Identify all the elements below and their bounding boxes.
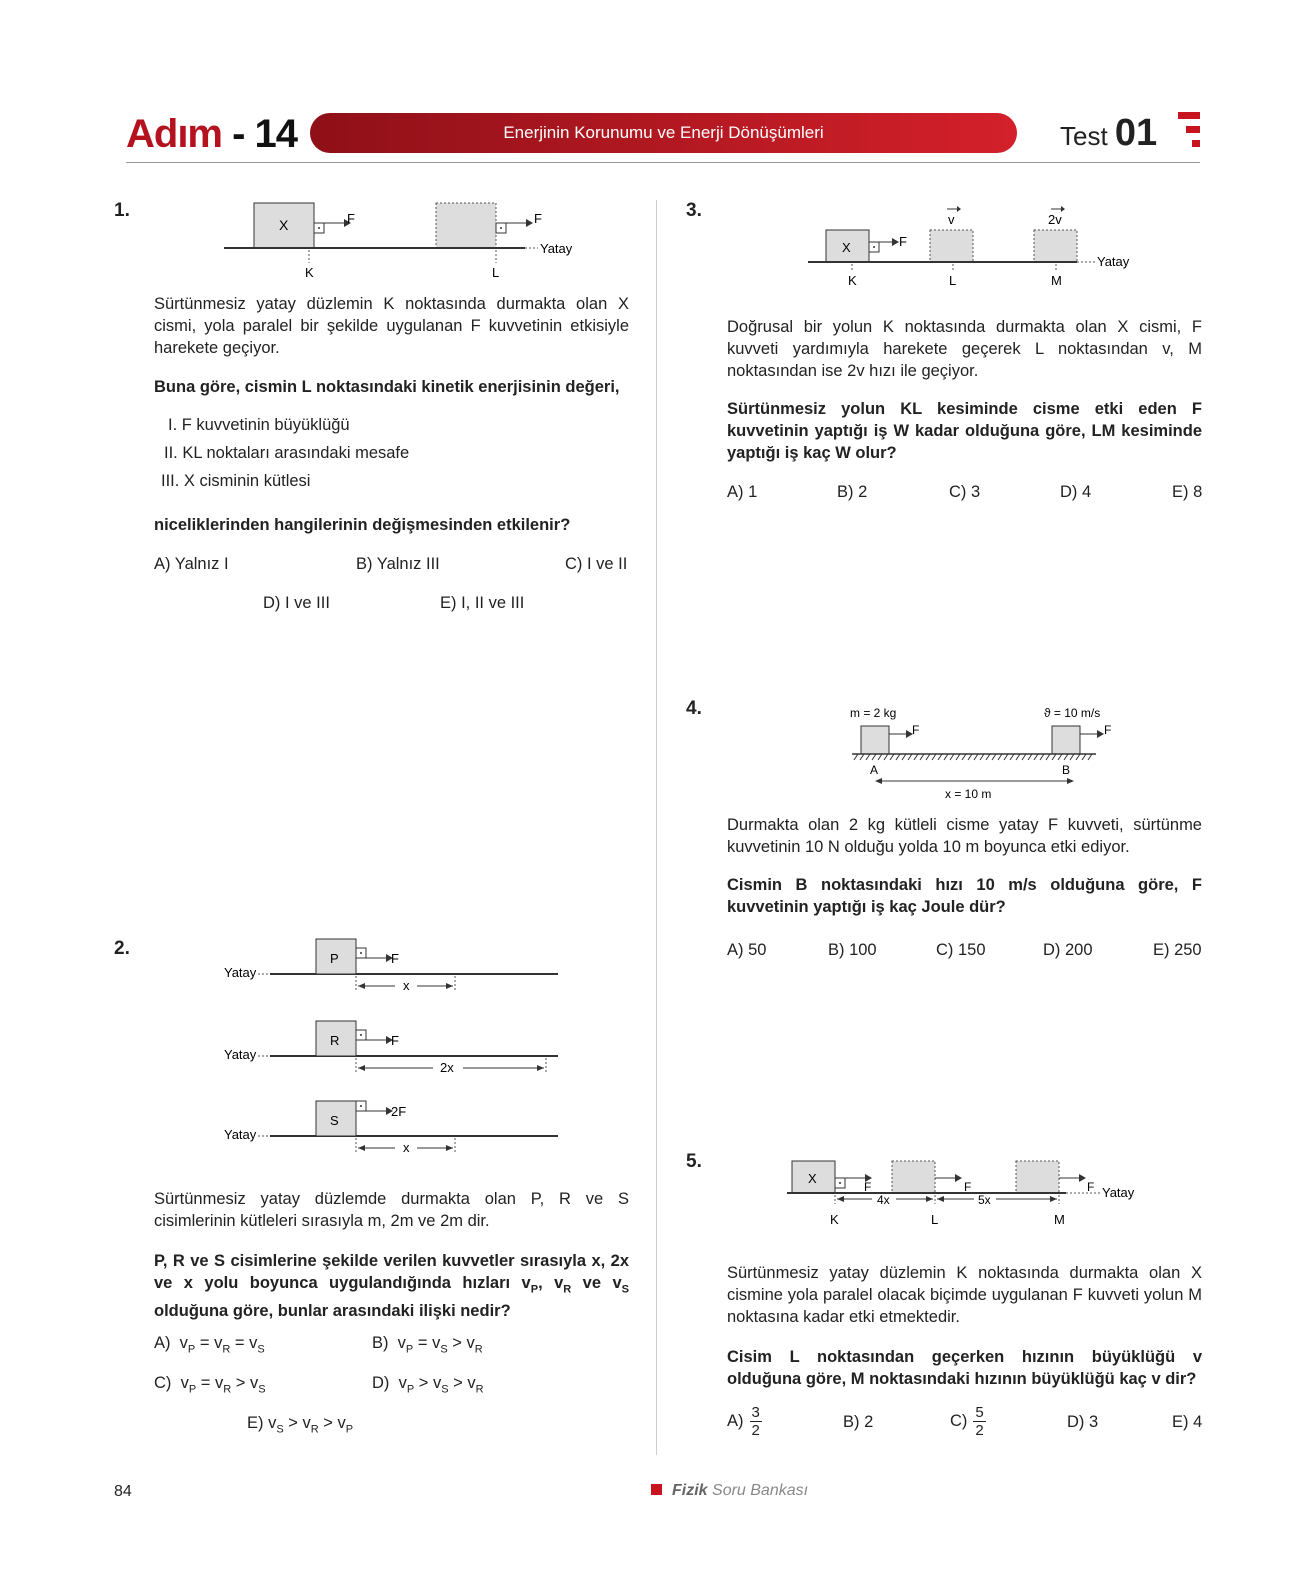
q1-stem: Sürtünmesiz yatay düzlemin K noktasında durmakta olan X cismi, yola paralel bir şekilde uygulanan F kuvvetinin etkisiyle harekete geçiyor.: [154, 295, 629, 357]
svg-text:F: F: [964, 1180, 972, 1194]
svg-text:P: P: [330, 951, 339, 966]
q2-figure: [220, 935, 570, 1160]
brand-separator: -: [222, 112, 255, 156]
svg-text:Yatay: Yatay: [224, 1047, 257, 1062]
svg-text:2v: 2v: [1048, 212, 1062, 227]
q5-number: 5.: [686, 1151, 702, 1172]
q2-option-c[interactable]: C) $v_P = v_R > v_S$: [154, 1374, 266, 1396]
q2-number: 2.: [114, 938, 130, 959]
q4-option-b[interactable]: B) 100: [828, 941, 877, 959]
q2-stem: Sürtünmesiz yatay düzlemde durmakta olan P, R ve S cisimlerinin kütleleri sırasıyla m, 2m ve 2m dir.: [154, 1190, 629, 1230]
q1-option-c[interactable]: C) I ve II: [565, 555, 628, 573]
svg-text:Yatay: Yatay: [224, 965, 257, 980]
q1-figure: [220, 195, 590, 287]
svg-text:Yatay: Yatay: [1097, 254, 1130, 269]
q1-question: Buna göre, cismin L noktasındaki kinetik enerjisinin değeri,: [154, 378, 620, 396]
q3-option-a[interactable]: A) 1: [727, 483, 758, 501]
q3-option-d[interactable]: D) 4: [1060, 483, 1092, 501]
q1-tail: niceliklerinden hangilerinin değişmesinden etkilenir?: [154, 516, 571, 534]
test-label: [1060, 112, 1157, 155]
svg-text:m = 2 kg: m = 2 kg: [850, 706, 897, 720]
svg-text:x: x: [403, 1140, 410, 1155]
square-icon: [651, 1484, 662, 1495]
column-divider: [656, 200, 657, 1455]
q1-yatay-label: Yatay: [540, 241, 573, 256]
q1-option-e[interactable]: E) I, II ve III: [440, 594, 525, 612]
q2-row-r: [224, 1021, 558, 1075]
q3-figure: [800, 202, 1170, 296]
q5-figure: [784, 1158, 1164, 1238]
test-number: 01: [1114, 112, 1158, 154]
q3-number: 3.: [686, 200, 702, 221]
svg-text:S: S: [330, 1113, 339, 1128]
svg-text:X: X: [842, 240, 851, 255]
svg-text:F: F: [391, 1033, 399, 1048]
q1-option-b[interactable]: B) Yalnız III: [356, 555, 440, 573]
book-subject: Fizik: [672, 1482, 708, 1499]
q1-number: 1.: [114, 200, 130, 221]
svg-text:M: M: [1051, 273, 1062, 288]
svg-text:K: K: [830, 1212, 839, 1227]
svg-text:F: F: [1087, 1180, 1095, 1194]
q1-force-label: F: [347, 211, 355, 226]
q4-question: Cismin B noktasındaki hızı 10 m/s olduğuna göre, F kuvvetinin yaptığı iş kaç Joule dür?: [727, 876, 1202, 916]
q5-question: Cisim L noktasından geçerken hızının büyüklüğü v olduğuna göre, M noktasındaki hızının büyüklüğü kaç v dir?: [727, 1348, 1202, 1388]
svg-text:M: M: [1054, 1212, 1065, 1227]
q5-stem: Sürtünmesiz yatay düzlemin K noktasında durmakta olan X cismine yola paralel olacak biçimde uygulanan F kuvveti yolun M noktasına kadar etki etmektedir.: [727, 1264, 1202, 1326]
q4-figure: [848, 702, 1112, 804]
svg-text:L: L: [949, 273, 957, 288]
svg-text:x = 10 m: x = 10 m: [945, 787, 992, 801]
q4-option-c[interactable]: C) 150: [936, 941, 986, 959]
q1-box-label: X: [279, 217, 289, 233]
q5-option-d[interactable]: D) 3: [1067, 1413, 1099, 1431]
q3-stem: Doğrusal bir yolun K noktasında durmakta olan X cismi, F kuvveti yardımıyla harekete geçerek L noktasından v, M noktasından ise 2v hızı ile geçiyor.: [727, 318, 1202, 380]
q4-option-a[interactable]: A) 50: [727, 941, 767, 959]
svg-text:2x: 2x: [440, 1060, 454, 1075]
q1-point-k: K: [305, 265, 314, 280]
q2-row-p: [224, 939, 558, 993]
q5-option-b[interactable]: B) 2: [843, 1413, 874, 1431]
q4-number: 4.: [686, 698, 702, 719]
svg-text:K: K: [848, 273, 857, 288]
svg-text:R: R: [330, 1033, 340, 1048]
q5-option-a[interactable]: A) 3 2: [727, 1404, 760, 1439]
q3-option-e[interactable]: E) 8: [1172, 483, 1203, 501]
test-word: Test: [1060, 121, 1108, 151]
q1-box-ghost: [436, 203, 496, 248]
q2-question: P, R ve S cisimlerine şekilde verilen kuvvetler sırasıyla x, 2x ve x yolu boyunca uygulandığında hızları $v_P$, $v_R$ ve $v_S$ olduğuna göre, bunlar arasındaki ilişki nedir?: [154, 1252, 629, 1321]
svg-text:F: F: [899, 234, 907, 249]
svg-text:Yatay: Yatay: [1102, 1185, 1135, 1200]
book-title: [651, 1482, 808, 1500]
q1-item-1: I. F kuvvetinin büyüklüğü: [168, 416, 350, 434]
svg-text:Yatay: Yatay: [224, 1127, 257, 1142]
svg-text:v: v: [948, 212, 955, 227]
q5-option-c[interactable]: C) 5 2: [950, 1404, 984, 1439]
page-number: 84: [114, 1483, 132, 1500]
q4-stem: Durmakta olan 2 kg kütleli cisme yatay F kuvveti, sürtünme kuvvetinin 10 N olduğu yolda 10 m boyunca etki ediyor.: [727, 816, 1202, 856]
q3-question: Sürtünmesiz yolun KL kesiminde cisme etki eden F kuvvetinin yaptığı iş W kadar olduğuna göre, LM kesiminde yaptığı iş kaç W olur?: [727, 400, 1202, 462]
q1-item-3: III. X cisminin kütlesi: [161, 472, 311, 490]
q2-option-d[interactable]: D) $v_P > v_S > v_R$: [372, 1374, 484, 1396]
svg-text:F: F: [912, 723, 920, 737]
q1-item-2: II. KL noktaları arasındaki mesafe: [164, 444, 410, 462]
svg-text:A: A: [870, 763, 879, 777]
q5-option-e[interactable]: E) 4: [1172, 1413, 1203, 1431]
svg-text:X: X: [808, 1171, 817, 1186]
header-divider: [126, 162, 1200, 163]
svg-text:F: F: [864, 1180, 872, 1194]
q3-option-b[interactable]: B) 2: [837, 483, 868, 501]
svg-text:B: B: [1062, 763, 1071, 777]
svg-text:F: F: [391, 951, 399, 966]
q4-option-e[interactable]: E) 250: [1153, 941, 1202, 959]
svg-text:L: L: [931, 1212, 939, 1227]
svg-text:4x: 4x: [877, 1193, 890, 1207]
q1-point-l: L: [492, 265, 500, 280]
svg-text:F: F: [1104, 723, 1112, 737]
q3-option-c[interactable]: C) 3: [949, 483, 981, 501]
svg-text:2F: 2F: [391, 1104, 407, 1119]
publisher-logo-icon: [1178, 112, 1200, 152]
svg-text:ϑ = 10 m/s: ϑ = 10 m/s: [1044, 706, 1101, 720]
q2-option-e[interactable]: E) $v_S > v_R > v_P$: [247, 1414, 354, 1436]
topic-banner: Enerjinin Korunumu ve Enerji Dönüşümleri: [310, 113, 1017, 153]
svg-text:x: x: [403, 978, 410, 993]
q2-row-s: [224, 1101, 558, 1155]
brand-logo: [126, 112, 297, 157]
book-name: Soru Bankası: [712, 1482, 809, 1499]
brand-name: Adım: [126, 112, 222, 156]
q1-option-a[interactable]: A) Yalnız I: [154, 555, 229, 573]
q2-option-b[interactable]: B) $v_P = v_S > v_R$: [372, 1334, 483, 1356]
svg-text:5x: 5x: [978, 1193, 991, 1207]
q2-option-a[interactable]: A) $v_P = v_R = v_S$: [154, 1334, 265, 1356]
q1-option-d[interactable]: D) I ve III: [263, 594, 330, 612]
q4-option-d[interactable]: D) 200: [1043, 941, 1093, 959]
step-number: 14: [254, 112, 298, 156]
q1-force-label-2: F: [534, 211, 542, 226]
